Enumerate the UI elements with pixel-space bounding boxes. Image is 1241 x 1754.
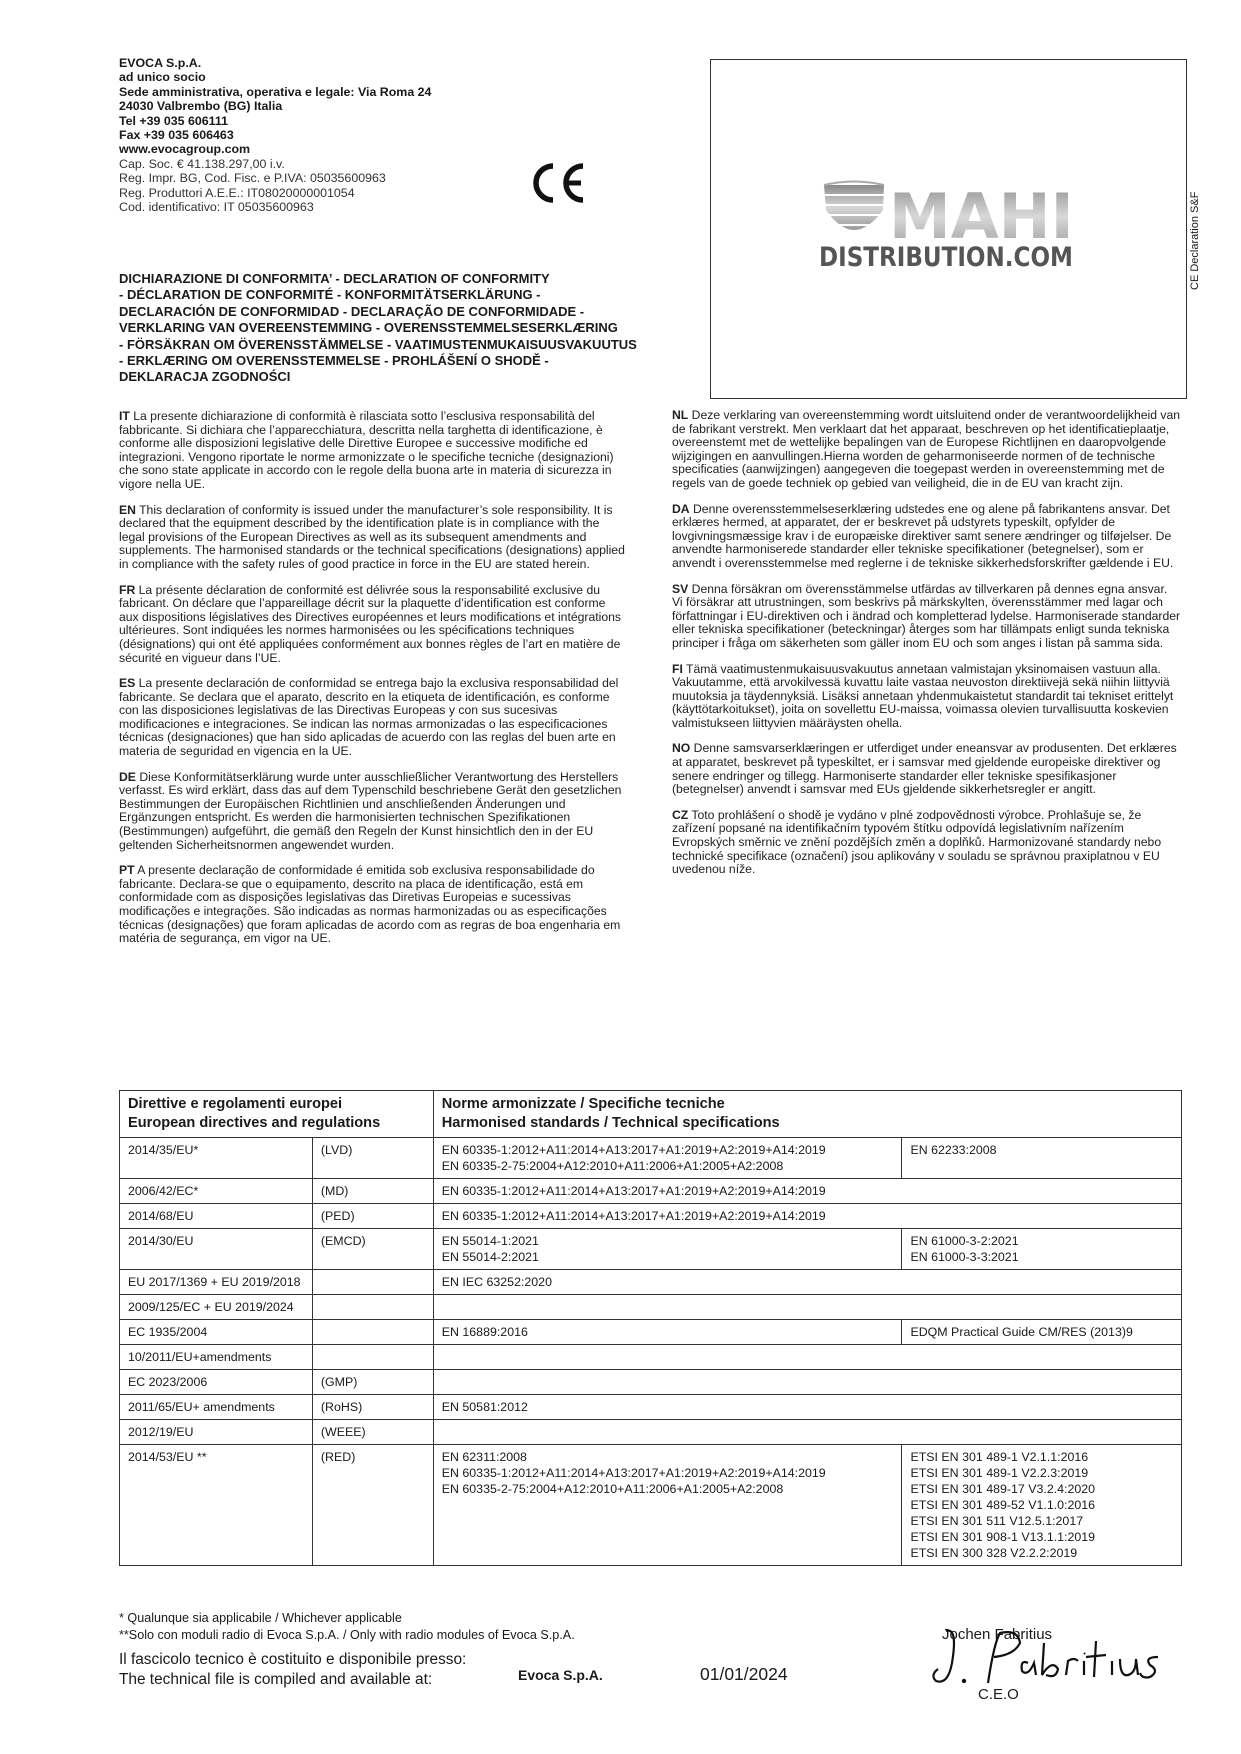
directive-cell: EC 1935/2004: [120, 1320, 313, 1345]
standards-cell: EN 50581:2012: [433, 1395, 1181, 1420]
directive-cell: 2009/125/EC + EU 2019/2024: [120, 1295, 313, 1320]
directive-abbr-cell: [312, 1320, 433, 1345]
lang-block-sv: SV Denna försäkran om överensstämmelse utfärdas av tillverkaren på dennes egna ansvar. Vi försäkrar att utrustningen, som beskrivs på märkskylten, överensstämmer med lagar och författningar i EU-direktiven och i ändrad och kompletterad lydelse. Harmoniserade standarder eller tekniska specifikationer (beteckningar) återges som har tillämpats enligt sunda tekniska principer i fråga om säkerheten som gäller inom EU och som anges i listan på samma sida.: [672, 581, 1181, 650]
standards-cell: [433, 1370, 1181, 1395]
lang-block-cz: CZ Toto prohlášení o shodě je vydáno v plné zodpovědnosti výrobce. Prohlašuje se, že zařízení popsané na identifikačním typovém štítku odpovídá legislativním nařízením Evropských směrnic ve znění pozdějších změn a doplňků. Harmonizované standardy nebo technické specifikace (označení) jsou aplikovány v souladu se správnou praxiplatnou v EU uvedenou níže.: [672, 807, 1162, 877]
table-row: [120, 1395, 1182, 1420]
header-directives: Direttive e regolamenti europei European directives and regulations: [120, 1091, 434, 1138]
directive-abbr-cell: (EMCD): [312, 1229, 433, 1270]
technical-file-label: Il fascicolo tecnico è costituito e disponibile presso: The technical file is compiled and available at:: [119, 1651, 467, 1688]
directive-abbr-cell: [312, 1345, 433, 1370]
extra-standards-cell: ETSI EN 301 489-1 V2.1.1:2016 ETSI EN 301 489-1 V2.2.3:2019 ETSI EN 301 489-17 V3.2.4:2020 ETSI EN 301 489-52 V1.1.0:2016 ETSI EN 301 511 V12.5.1:2017 ETSI EN 301 908-1 V13.1.1:2019 ETSI EN 300 328 V2.2.2:2019: [902, 1445, 1182, 1566]
table-row: [120, 1320, 1182, 1345]
table-row: [120, 1295, 1182, 1320]
directive-abbr-cell: (MD): [312, 1179, 433, 1204]
title-line: - DÉCLARATION DE CONFORMITÉ - KONFORMITÄTSERKLÄRUNG -: [119, 287, 541, 303]
company-tel: Tel +39 035 606111: [119, 113, 228, 128]
directive-cell: EU 2017/1369 + EU 2019/2018: [120, 1270, 313, 1295]
standards-cell: [433, 1345, 1181, 1370]
declaration-date: 01/01/2024: [700, 1664, 788, 1684]
extra-standards-cell: EDQM Practical Guide CM/RES (2013)9: [902, 1320, 1182, 1345]
table-row: [120, 1138, 1182, 1179]
standards-cell: [433, 1295, 1181, 1320]
directive-cell: 2014/30/EU: [120, 1229, 313, 1270]
table-row: [120, 1179, 1182, 1204]
title-line: VERKLARING VAN OVEREENSTEMMING - OVERENSSTEMMELSESERKLÆRING: [119, 320, 618, 336]
company-capital: Cap. Soc. € 41.138.297,00 i.v.: [119, 156, 285, 171]
table-row: [120, 1445, 1182, 1566]
logo-text-mahi: MAHI: [889, 180, 1074, 253]
table-row: [120, 1270, 1182, 1295]
footnote: * Qualunque sia applicabile / Whichever applicable: [119, 1611, 402, 1625]
table-row: [120, 1370, 1182, 1395]
lang-block-nl: NL Deze verklaring van overeenstemming wordt uitsluitend onder de verantwoordelijkheid van de fabrikant verstrekt. Men verklaart dat het apparaat, beschreven op het identificatieplaatje, overeenstemt met de wettelijke bepalingen van de Europese Richtlijnen en daaropvolgende wijzigingen en aanvullingen.Hierna worden de geharmoniseerde normen of de technische specificaties (aanwijzingen) aangegeven die toegepast werden in overeenstemming met de regels van de goede techniek op gebied van veiligheid, die in de EU van kracht zijn.: [672, 408, 1181, 490]
distributor-logo-box: [710, 59, 1187, 399]
company-reg3: Cod. identificativo: IT 05035600963: [119, 200, 314, 215]
table-row: [120, 1229, 1182, 1270]
title-line: DICHIARAZIONE DI CONFORMITA’ - DECLARATION OF CONFORMITY: [119, 271, 550, 286]
logo-text-domain: DISTRIBUTION.COM: [819, 242, 1073, 273]
language-column-left: [119, 410, 627, 958]
header-standards: Norme armonizzate / Specifiche tecniche Harmonised standards / Technical specifications: [433, 1091, 1181, 1138]
directive-cell: 2011/65/EU+ amendments: [120, 1395, 313, 1420]
standards-cell: EN 60335-1:2012+A11:2014+A13:2017+A1:2019+A2:2019+A14:2019: [433, 1204, 1181, 1229]
lang-block-es: ES La presente declaración de conformidad se entrega bajo la exclusiva responsabilidad del fabricante. Se declara que el aparato, descrito en la etiqueta de identificación, es conforme con las disposiciones legislativas de las Directivas Europeas y con sus sucesivas modificaciones e integraciones. Se indican las normas armonizadas o las especificaciones técnicas (designaciones) que han sido aplicadas de acuerdo con las reglas del buen arte en materia de seguridad en vigencia en la UE.: [119, 676, 619, 759]
footnotes: [119, 1610, 575, 1643]
standards-cell: EN 16889:2016: [433, 1320, 902, 1345]
title-line: - ERKLÆRING OM OVERENSSTEMMELSE - PROHLÁŠENÍ O SHODĚ -: [119, 353, 549, 369]
lang-block-de: DE Diese Konformitätserklärung wurde unter ausschließlicher Verantwortung des Herstellers verfasst. Es wird erklärt, dass das auf dem Typenschild beschriebene Gerät den gesetzlichen Bestimmungen der Europäischen Richtlinien und anschließenden Änderungen und Ergänzungen entspricht. Es werden die harmonisierten technischen Spezifikationen (Bestimmungen) aufgeführt, die gemäß den Regeln der Kunst hinsichtlich den in der EU geltenden Sicherheitsnormen angewendet wurden.: [119, 769, 622, 852]
ce-mark-icon: [527, 160, 587, 206]
standards-cell: [433, 1420, 1181, 1445]
title-line: DECLARACIÓN DE CONFORMIDAD - DECLARAÇÃO DE CONFORMIDADE -: [119, 303, 585, 319]
lang-block-pt: PT A presente declaração de conformidade é emitida sob exclusiva responsabilidade do fabricante. Declara-se que o equipamento, descrito na placa de identificação, está em conformidade com as disposições legislativas das Diretivas Europeias e sucessivas modificações e integrações. São indicadas as normas harmonizadas ou as especificações técnicas (designações) que foram aplicadas de acordo com as regras de boa engenharia em matéria de segurança, em vigor na UE.: [119, 863, 621, 946]
directive-cell: 2006/42/EC*: [120, 1179, 313, 1204]
company-city: 24030 Valbrembo (BG) Italia: [119, 99, 283, 114]
lang-block-it: IT La presente dichiarazione di conformità è rilasciata sotto l’esclusiva responsabilità del fabbricante. Si dichiara che l’apparecchiatura, descritta nella targhetta di identificazione, è conforme alle disposizioni legislative delle Direttive Europee e successive modifiche ed integrazioni. Vengono riportate le norme armonizzate o le specifiche tecniche (designazioni) che sono state applicate in accordo con le regole della buona arte in materia di sicurezza in vigore nella UE.: [119, 409, 614, 491]
directive-abbr-cell: (PED): [312, 1204, 433, 1229]
lang-block-no: NO Denne samsvarserklæringen er utferdiget under eneansvar av produsenten. Det erklæres at apparatet, beskrevet på typeskiltet, er i samsvar med gjeldende europeiske direktiver og senere endringer og tillegg. Harmoniserte standarder eller tekniske spesifikasjoner (betegnelser) anvendt i samsvar med EUs gjeldende sikkerhetsregler er angitt.: [672, 741, 1177, 797]
directive-cell: 2012/19/EU: [120, 1420, 313, 1445]
language-column-right: [672, 409, 1181, 889]
extra-standards-cell: EN 62233:2008: [902, 1138, 1182, 1179]
standards-cell: EN IEC 63252:2020: [433, 1270, 1181, 1295]
standards-cell: EN 62311:2008 EN 60335-1:2012+A11:2014+A13:2017+A1:2019+A2:2019+A14:2019 EN 60335-2-75:2004+A12:2010+A11:2006+A1:2005+A2:2008: [433, 1445, 902, 1566]
directive-abbr-cell: (WEEE): [312, 1420, 433, 1445]
declaration-title: [119, 271, 699, 386]
directive-cell: 10/2011/EU+amendments: [120, 1345, 313, 1370]
company-reg1: Reg. Impr. BG, Cod. Fisc. e P.IVA: 05035600963: [119, 171, 386, 186]
directives-table: [119, 1090, 1182, 1566]
directive-cell: EC 2023/2006: [120, 1370, 313, 1395]
standards-cell: EN 60335-1:2012+A11:2014+A13:2017+A1:2019+A2:2019+A14:2019 EN 60335-2-75:2004+A12:2010+A11:2006+A1:2005+A2:2008: [433, 1138, 902, 1179]
directive-abbr-cell: [312, 1295, 433, 1320]
table-row: [120, 1204, 1182, 1229]
directive-cell: 2014/53/EU **: [120, 1445, 313, 1566]
footnote: **Solo con moduli radio di Evoca S.p.A. / Only with radio modules of Evoca S.p.A.: [119, 1627, 575, 1642]
company-fax: Fax +39 035 606463: [119, 128, 234, 143]
standards-cell: EN 55014-1:2021 EN 55014-2:2021: [433, 1229, 902, 1270]
standards-cell: EN 60335-1:2012+A11:2014+A13:2017+A1:2019+A2:2019+A14:2019: [433, 1179, 1181, 1204]
directive-cell: 2014/35/EU*: [120, 1138, 313, 1179]
directive-abbr-cell: (RoHS): [312, 1395, 433, 1420]
title-line: DEKLARACJA ZGODNOŚCI: [119, 369, 291, 385]
directive-abbr-cell: (LVD): [312, 1138, 433, 1179]
directive-abbr-cell: [312, 1270, 433, 1295]
company-reg2: Reg. Produttori A.E.E.: IT08020000001054: [119, 185, 355, 200]
company-line2: ad unico socio: [119, 70, 206, 85]
side-label: CE Declaration S&F: [1189, 191, 1201, 290]
directive-abbr-cell: (GMP): [312, 1370, 433, 1395]
lang-block-da: DA Denne overensstemmelseserklæring udstedes ene og alene på fabrikantens ansvar. Det erklæres hermed, at apparatet, der er beskrevet på udstyrets typeskilt, opfylder de lovgivningsmæssige krav i de europæiske direktiver samt senere ændringer og tilføjelser. De anvendte harmoniserede standarder eller tekniske specifikationer (betegnelser), som er anvendt i overensstemmelse med reglerne i de tekniske sikkerhedsforskrifter gældende i EU.: [672, 501, 1174, 570]
distribution-logo: [711, 60, 1186, 398]
extra-standards-cell: EN 61000-3-2:2021 EN 61000-3-3:2021: [902, 1229, 1182, 1270]
lang-block-fi: FI Tämä vaatimustenmukaisuusvakuutus annetaan valmistajan yksinomaisen vastuun alla. Vakuutamme, että arvokilvessä kuvattu laite vastaa neuvoston direktiivejä sekä niihin liittyviä muutoksia ja täydennyksiä. Lisäksi annetaan yhdenmukaistetut standardit tai tekniset erittelyt (käyttötarkoitukset), joita on sovellettu EU-maissa, voimassa olevien turvallisuutta koskevien valmistukseen liittyvien määräysten ohella.: [672, 661, 1174, 730]
lang-block-fr: FR La présente déclaration de conformité est délivrée sous la responsabilité exclusive du fabricant. On déclare que l’appareillage décrit sur la plaquette d’identification est conforme aux dispositions législatives des Directives européennes et leurs modifications et intégrations ultérieures. Sont indiquées les normes harmonisées ou les spécifications techniques (désignations) qui ont été appliquées conformément aux bonnes règles de l’art en matière de sécurité en vigueur dans l’UE.: [119, 582, 621, 665]
title-line: - FÖRSÄKRAN OM ÖVERENSSTÄMMELSE - VAATIMUSTENMUKAISUUSVAKUUTUS: [119, 336, 637, 352]
company-address: Sede amministrativa, operativa e legale: Via Roma 24: [119, 84, 432, 99]
lang-block-en: EN This declaration of conformity is issued under the manufacturer’s sole responsibility. It is declared that the equipment described by the identification plate is in compliance with the legal provisions of the European Directives as well as its subsequent amendments and supplements. The harmonised standards or the technical specifications (designations) applied in compliance with the safety rules of good practice in force in the EU are stated herein.: [119, 502, 625, 571]
table-header-row: [120, 1091, 1182, 1138]
company-name: EVOCA S.p.A.: [119, 56, 202, 70]
table-row: [120, 1420, 1182, 1445]
directive-abbr-cell: (RED): [312, 1445, 433, 1566]
directive-cell: 2014/68/EU: [120, 1204, 313, 1229]
signer-name: Jochen Fabritius: [942, 1626, 1053, 1643]
table-row: [120, 1345, 1182, 1370]
handwritten-signature: [928, 1623, 1188, 1693]
company-web: www.evocagroup.com: [119, 142, 251, 157]
technical-file-company: Evoca S.p.A.: [518, 1667, 603, 1683]
company-header: [119, 56, 539, 214]
signer-role: C.E.O: [978, 1686, 1019, 1703]
